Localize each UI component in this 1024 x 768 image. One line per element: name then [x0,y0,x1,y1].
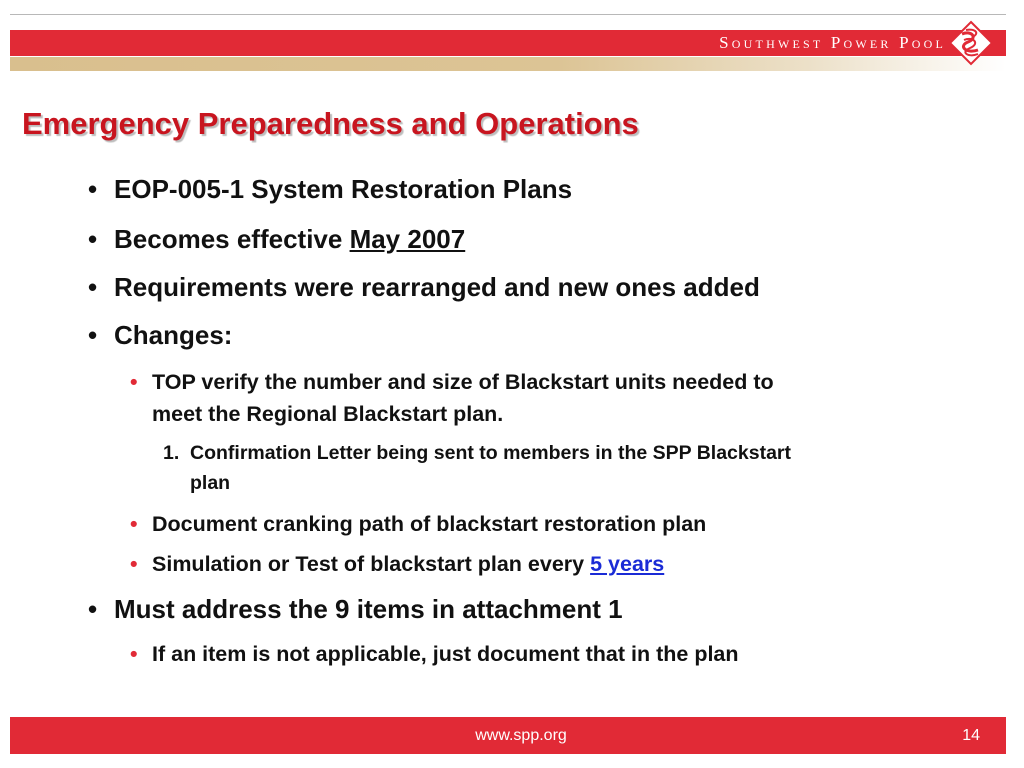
footer-bar [10,717,1006,754]
list-number: 1. [163,442,180,464]
page-number: 14 [962,727,980,744]
bullet-text [114,224,465,255]
bullet-text: Changes: [114,320,233,350]
bullet-text: Requirements were rearranged and new ones added [114,272,760,302]
slide-title: Emergency Preparedness and Operations [22,106,639,141]
bullet-text: Must address the 9 items in attachment 1 [114,594,623,624]
sub-bullet-text [152,548,664,580]
bullet-text: EOP-005-1 System Restoration Plans [114,174,573,204]
sub-bullet-dot-icon: • [130,512,138,536]
sub-bullet-dot-icon: • [130,370,138,394]
sub-bullet-text: Document cranking path of blackstart restoration plan [152,512,707,536]
footer-url: www.spp.org [475,727,567,744]
numbered-line: Confirmation Letter being sent to members in the SPP Blackstart [190,442,792,464]
bullet-dot-icon: • [88,224,98,254]
numbered-line: plan [190,472,231,494]
logo-text: Southwest Power Pool [719,33,946,52]
bullet-dot-icon: • [88,174,98,204]
numbered-text [190,438,791,498]
bullet-text-lead: Becomes effective [114,224,350,254]
sub-bullet-line: TOP verify the number and size of Blackstart units needed to [152,370,774,394]
five-years-link[interactable]: 5 years [590,552,665,576]
sub-bullet-text-lead: Simulation or Test of blackstart plan every [152,552,591,576]
sub-bullet-text: If an item is not applicable, just document that in the plan [152,642,739,666]
sub-bullet-dot-icon: • [130,552,138,576]
bullet-dot-icon: • [88,272,98,302]
sub-bullet-line: meet the Regional Blackstart plan. [152,402,504,426]
sub-bullet-dot-icon: • [130,642,138,666]
sub-bullet-text [152,366,774,430]
bullet-dot-icon: • [88,594,98,624]
bullet-dot-icon: • [88,320,98,350]
effective-date-link[interactable]: May 2007 [349,224,466,254]
